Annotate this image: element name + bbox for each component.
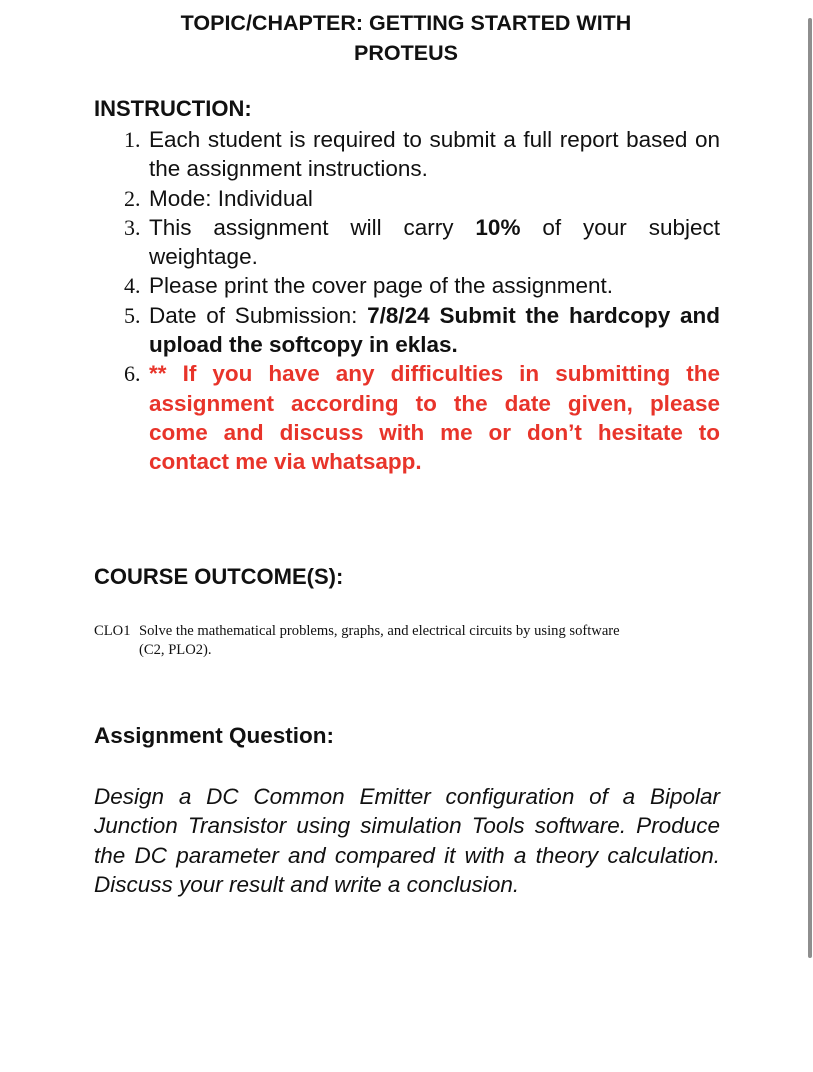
instruction-item-2 bbox=[124, 184, 720, 213]
clo-code: CLO1 bbox=[94, 623, 131, 639]
clo-text: Solve the mathematical problems, graphs, and electrical circuits by using software bbox=[139, 623, 620, 639]
item-text: Date of Submission: bbox=[149, 302, 368, 328]
item-text: This assignment will carry bbox=[149, 214, 476, 240]
clo-statement bbox=[94, 622, 716, 660]
instruction-item-5 bbox=[124, 301, 720, 360]
assignment-heading: Assignment Question: bbox=[94, 723, 335, 748]
instruction-item-3 bbox=[124, 213, 720, 272]
item-number: 3. bbox=[124, 214, 141, 240]
item-number: 4. bbox=[124, 273, 141, 299]
instruction-list bbox=[124, 125, 720, 477]
item-text: Mode: Individual bbox=[149, 185, 313, 211]
instruction-item-6 bbox=[124, 359, 720, 476]
item-number: 1. bbox=[124, 127, 141, 152]
title-line-1: TOPIC/CHAPTER: GETTING STARTED WITH bbox=[180, 11, 632, 35]
assignment-question: Design a DC Common Emitter configuration of a Bipolar Junction Transistor using simulation Tools software. Produce the DC parameter and compared it with a theory calculation. Discuss your result and write a conclusion. bbox=[94, 784, 720, 897]
instruction-item-1 bbox=[124, 125, 720, 184]
instruction-heading: INSTRUCTION: bbox=[94, 96, 252, 121]
weightage-value: 10% bbox=[475, 214, 521, 240]
title-line-2: PROTEUS bbox=[354, 41, 458, 65]
submission-date: 7/8/24 Submit the hardcopy and upload the softcopy in eklas. bbox=[149, 302, 720, 358]
clo-levels: (C2, PLO2). bbox=[139, 642, 212, 658]
item-number: 2. bbox=[124, 185, 141, 211]
item-text-tail: of your subject weightage. bbox=[149, 214, 720, 270]
warning-note: ** If you have any difficulties in submitting the assignment according to the date given, please come and discuss with me or don’t hesitate to contact me via whatsapp. bbox=[149, 361, 720, 475]
item-number: 6. bbox=[124, 361, 141, 387]
item-text: Please print the cover page of the assignment. bbox=[149, 273, 614, 299]
instruction-item-4 bbox=[124, 271, 720, 300]
scrollbar[interactable] bbox=[808, 18, 812, 958]
item-text: Each student is required to submit a full report based on the assignment instructions. bbox=[149, 127, 720, 182]
item-number: 5. bbox=[124, 302, 141, 328]
page-title bbox=[80, 8, 732, 68]
course-outcome-heading: COURSE OUTCOME(S): bbox=[94, 564, 344, 589]
